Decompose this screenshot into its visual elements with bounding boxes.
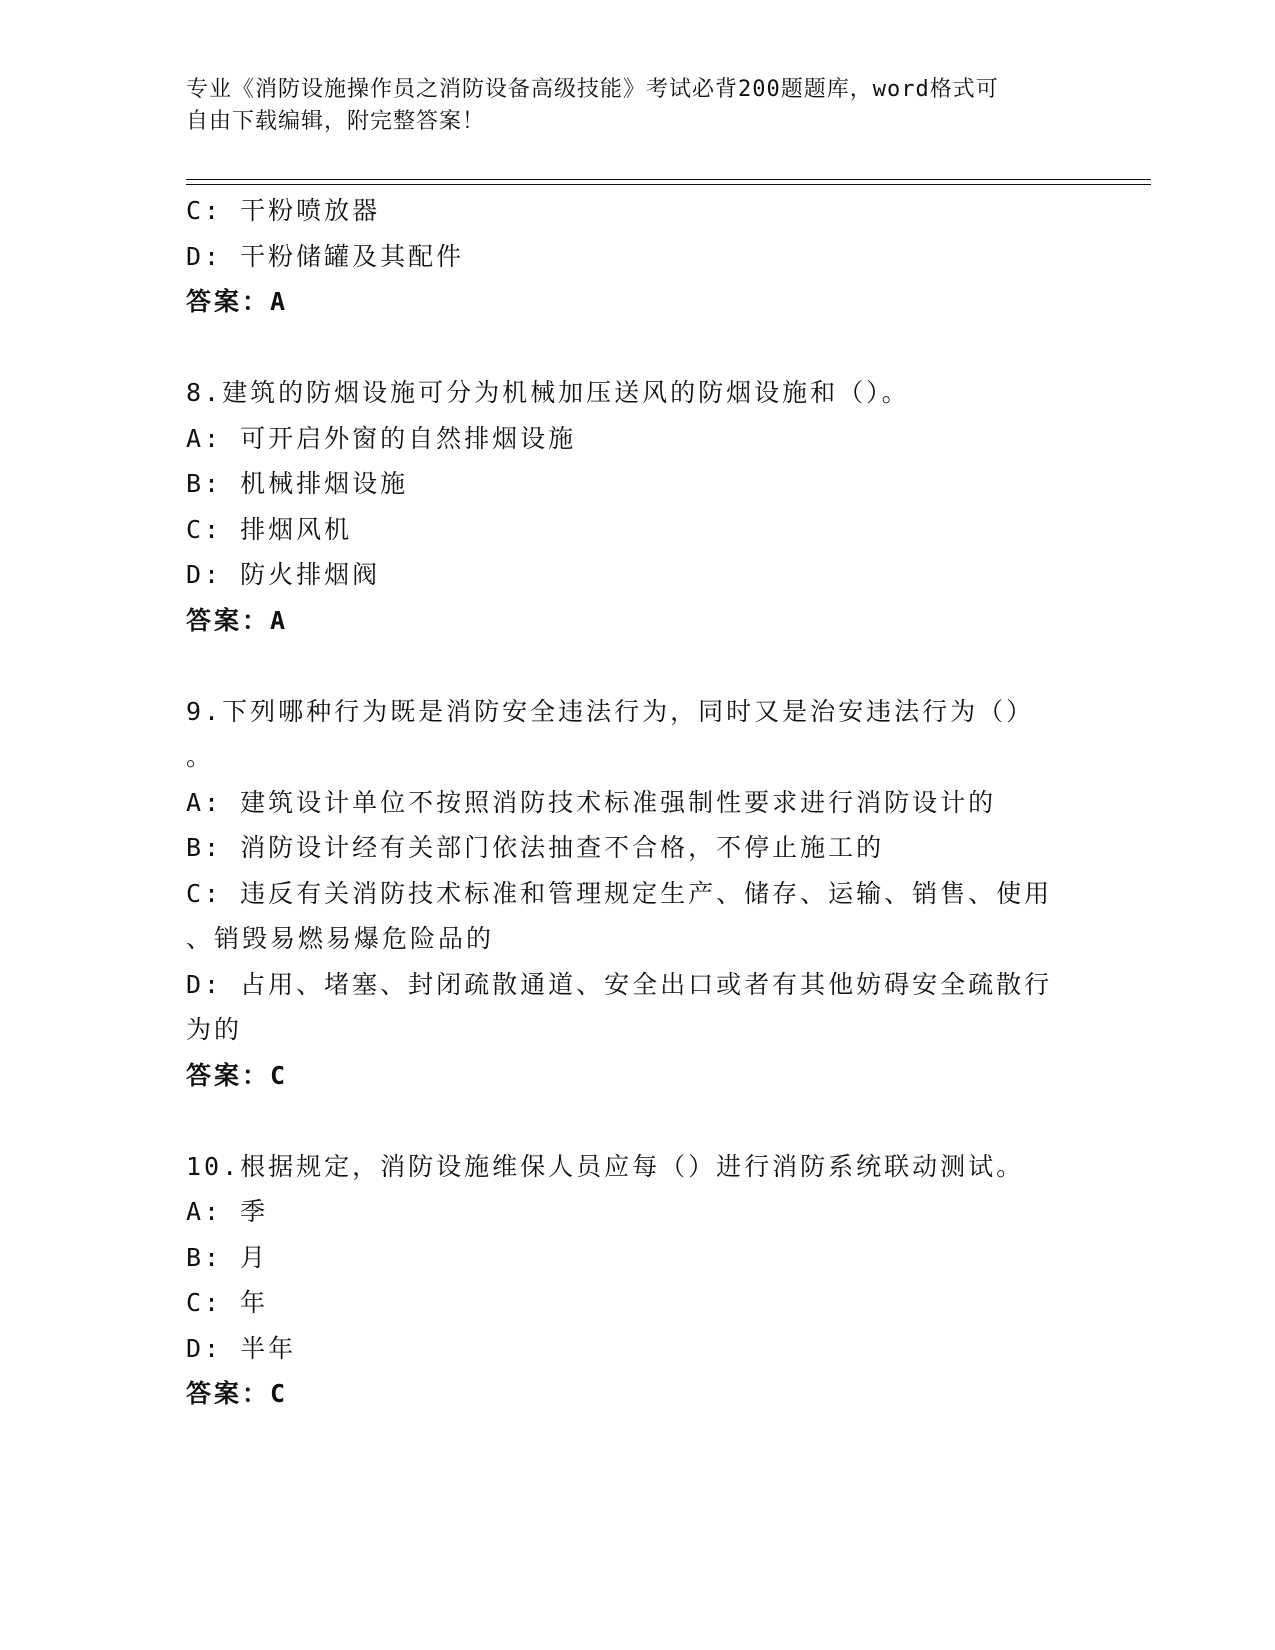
answer-line: 答案：C xyxy=(186,1060,289,1090)
option-d-continuation: 为的 xyxy=(186,1015,243,1044)
option-a: A: 建筑设计单位不按照消防技术标准强制性要求进行消防设计的 xyxy=(186,787,997,817)
option-d: D: 防火排烟阀 xyxy=(186,560,381,589)
previous-question-tail xyxy=(186,188,1066,325)
question-list xyxy=(186,188,1066,1417)
header-rule-bottom xyxy=(186,184,1151,185)
header-rule-top xyxy=(186,179,1151,180)
option-c: C: 违反有关消防技术标准和管理规定生产、储存、运输、销售、使用 xyxy=(186,878,1053,908)
option-a: A: 可开启外窗的自然排烟设施 xyxy=(186,423,577,453)
question-stem-continuation: 。 xyxy=(186,742,215,771)
question-10 xyxy=(186,1144,1066,1417)
question-9 xyxy=(186,689,1066,1099)
option-b: B: 机械排烟设施 xyxy=(186,469,409,498)
option-c: C: 干粉喷放器 xyxy=(186,196,381,225)
question-stem: 8.建筑的防烟设施可分为机械加压送风的防烟设施和（）。 xyxy=(186,378,910,407)
spacer xyxy=(186,643,1066,689)
answer-line: 答案：C xyxy=(186,1379,289,1408)
header-line-2: 自由下载编辑，附完整答案！ xyxy=(186,109,486,134)
question-stem: 10.根据规定，消防设施维保人员应每（）进行消防系统联动测试。 xyxy=(186,1151,1025,1181)
document-header xyxy=(186,74,1066,138)
option-d: D: 干粉储罐及其配件 xyxy=(186,241,465,271)
option-c: C: 排烟风机 xyxy=(186,514,353,544)
option-b: B: 月 xyxy=(186,1242,269,1272)
spacer xyxy=(186,1098,1066,1144)
option-a: A: 季 xyxy=(186,1197,269,1226)
option-b: B: 消防设计经有关部门依法抽查不合格，不停止施工的 xyxy=(186,833,885,862)
question-stem: 9.下列哪种行为既是消防安全违法行为，同时又是治安违法行为（） xyxy=(186,696,1035,726)
option-c: C: 年 xyxy=(186,1288,269,1317)
option-c-continuation: 、销毁易燃易爆危险品的 xyxy=(186,924,495,953)
option-d: D: 占用、堵塞、封闭疏散通道、安全出口或者有其他妨碍安全疏散行 xyxy=(186,969,1053,999)
option-d: D: 半年 xyxy=(186,1333,297,1363)
answer-line: 答案：A xyxy=(186,287,289,316)
spacer xyxy=(186,325,1066,371)
answer-line: 答案：A xyxy=(186,605,289,635)
header-line-1: 专业《消防设施操作员之消防设备高级技能》考试必背200题题库，word格式可 xyxy=(186,77,999,102)
question-8 xyxy=(186,370,1066,643)
